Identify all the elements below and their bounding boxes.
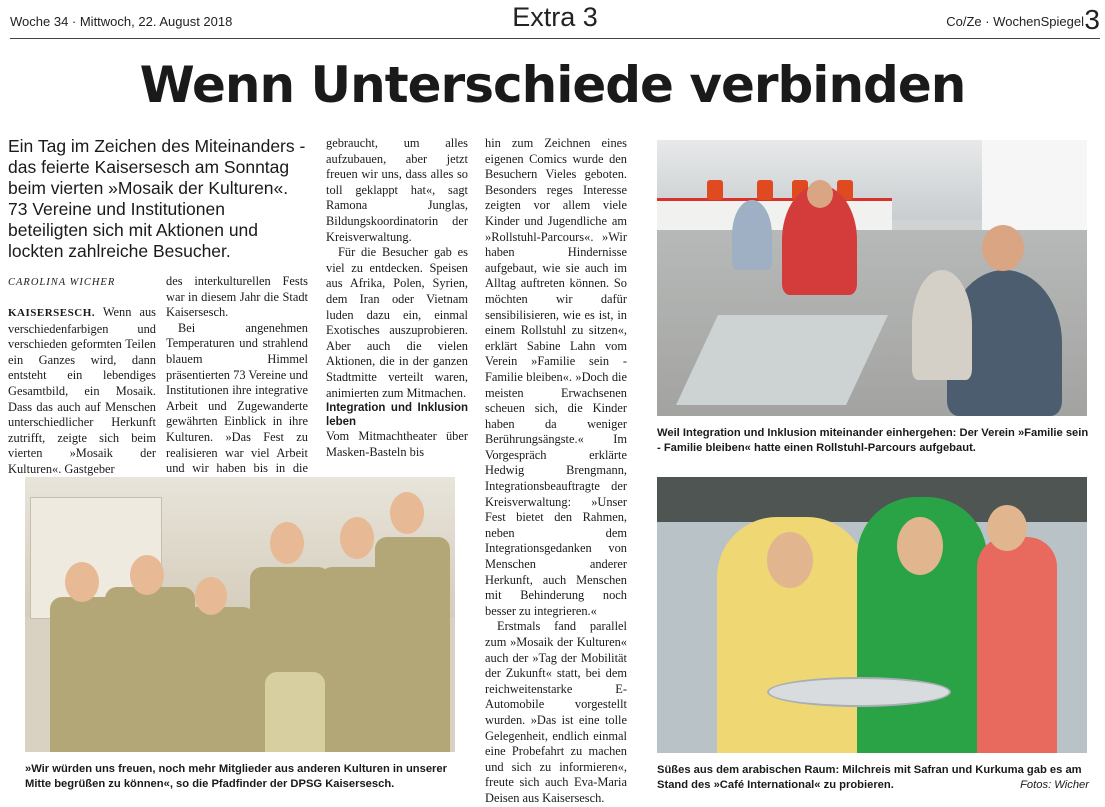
publication-name: Co/Ze · WochenSpiegel (946, 14, 1084, 29)
photo-face (340, 517, 374, 559)
photo-cone (707, 180, 723, 200)
body-paragraph: Für die Besucher gab es viel zu entdecken. Speisen aus Afrika, Polen, Syrien, dem Iran oder Vietnam luden dazu ein, einmal Exotisches auszuprobieren. Aber auch die vielen Aktionen, die in der ganzen Stadtmitte verteilt waren, animierten zum Mitmachen. (326, 245, 468, 400)
body-paragraph: Bei angenehmen Temperaturen und strahlend blauem Himmel präsentierten 73 Vereine und Institutionen ihre integrative Arbeit und Zugewanderte gewährten Einblick in ihre Kulturen. »Das Fest zu realisieren war viel Arbeit und wir haben bis in die (166, 320, 308, 476)
body-paragraph: hin zum Zeichnen eines eigenen Comics wurde den Besuchern Vieles geboten. Besonders reges Interesse zeigten vor allem viele Kinder und Jugendliche am »Rollstuhl-Parcours«. »Wir haben Hindernisse aufgebaut, wie sie auch im Alltag auftreten können. So möchten wir dafür sensibilisieren, wie es ist, in einem Rollstuhl zu sitzen«, erklärt Sabine Lahn vom Verein »Familie sein - Familie bleiben«. »Doch die meisten Erwachsenen scheuen sich, die Kinder haben da weniger Berührungsängste.« Im Vorgespräch erklärte Hedwig Brengmann, Integrationsbeauftragte der Kreisverwaltung: »Unser Fest bietet den Rahmen, neben dem Integrationsgedanken von Menschen anderer Herkunft, auch Menschen mit Behinderung noch besser zu integrieren.« (485, 136, 627, 618)
photo-face (767, 532, 813, 588)
photo-cafe-international (657, 477, 1087, 753)
photo-face (130, 555, 164, 595)
article-headline: Wenn Unterschiede verbinden (139, 56, 966, 114)
photo-person (175, 607, 255, 752)
body-column-4 (485, 136, 627, 807)
body-column-1 (8, 305, 156, 478)
body-text: Wenn aus verschiedenfarbigen und verschieden geformten Teilen ein Ganzes wird, dann entsteht ein lebendiges Gesamtbild, ein Mosaik. Dass das auch auf Menschen unterschiedlicher Herkunft zutrifft, zeigte sich beim vierten »Mosaik der Kulturen«. Gastgeber (8, 305, 156, 476)
photo-credit: Fotos: Wicher (1020, 779, 1089, 791)
page-header (10, 0, 1100, 39)
photo-cone (757, 180, 773, 200)
dateline: KAISERSESCH. (8, 307, 96, 319)
body-column-3 (326, 136, 468, 460)
photo-face (195, 577, 227, 615)
section-title: Extra 3 (512, 2, 598, 32)
photo-person (977, 537, 1057, 753)
issue-date: Woche 34 · Mittwoch, 22. August 2018 (10, 14, 233, 29)
photo-face (987, 505, 1027, 551)
page-number: 3 (1084, 4, 1100, 35)
subheading: Integration und Inklusion leben (326, 402, 468, 429)
caption-cafe-international (657, 763, 1089, 793)
photo-tent (982, 140, 1087, 230)
photo-face (897, 517, 943, 575)
caption-scouts-group: »Wir würden uns freuen, noch mehr Mitglieder aus anderen Kulturen in unserer Mitte begrüßen zu können«, so die Pfadfinder der DPSG Kaisersesch. (25, 763, 447, 790)
photo-person (732, 200, 772, 270)
photo-face (65, 562, 99, 602)
photo-person (265, 672, 325, 752)
photo-person (375, 537, 450, 752)
photo-face (270, 522, 304, 564)
caption-text: Süßes aus dem arabischen Raum: Milchreis mit Safran und Kurkuma gab es am Stand des »Café International« zu probieren. (657, 764, 1082, 791)
body-paragraph: Vom Mitmachtheater über Masken-Basteln bis (326, 429, 468, 459)
body-paragraph: des interkulturellen Fests war in diesem Jahr die Stadt Kaisersesch. (166, 274, 308, 320)
photo-wheelchair-course (657, 140, 1087, 416)
photo-scouts-group (25, 477, 455, 752)
body-paragraph (8, 305, 156, 478)
body-column-2 (166, 274, 308, 492)
author-byline: CAROLINA WICHER (8, 277, 116, 288)
caption-wheelchair-course: Weil Integration und Inklusion miteinander einhergehen: Der Verein »Familie sein - Familie bleiben« hatte einen Rollstuhl-Parcours aufgebaut. (657, 427, 1089, 454)
photo-person (912, 270, 972, 380)
photo-face (390, 492, 424, 534)
photo-tray (767, 677, 951, 707)
photo-face (982, 225, 1024, 271)
photo-barrier (657, 198, 892, 231)
body-paragraph: Erstmals fand parallel zum »Mosaik der Kulturen« auch der »Tag der Mobilität der Zukunft« statt, bei dem reichweitenstarke E-Automobile vorgestellt wurden. »Das ist eine tolle Gelegenheit, endlich einmal eine Probefahrt zu machen und sich zu informieren«, freute sich auch Eva-Maria Deisen aus Kaisersesch. (485, 619, 627, 805)
photo-face (807, 180, 833, 208)
article-teaser: Ein Tag im Zeichen des Miteinanders - das feierte Kaisersesch am Sonntag beim vierten »Mosaik der Kulturen«. 73 Vereine und Institutionen beteiligten sich mit Aktionen und lockten zahlreiche Besucher. (8, 136, 306, 261)
body-paragraph: gebraucht, um alles aufzubauen, aber jetzt freuen wir uns, dass alles so toll geklappt hat«, sagt Ramona Junglas, Bildungskoordinatorin der Kreisverwaltung. (326, 136, 468, 244)
